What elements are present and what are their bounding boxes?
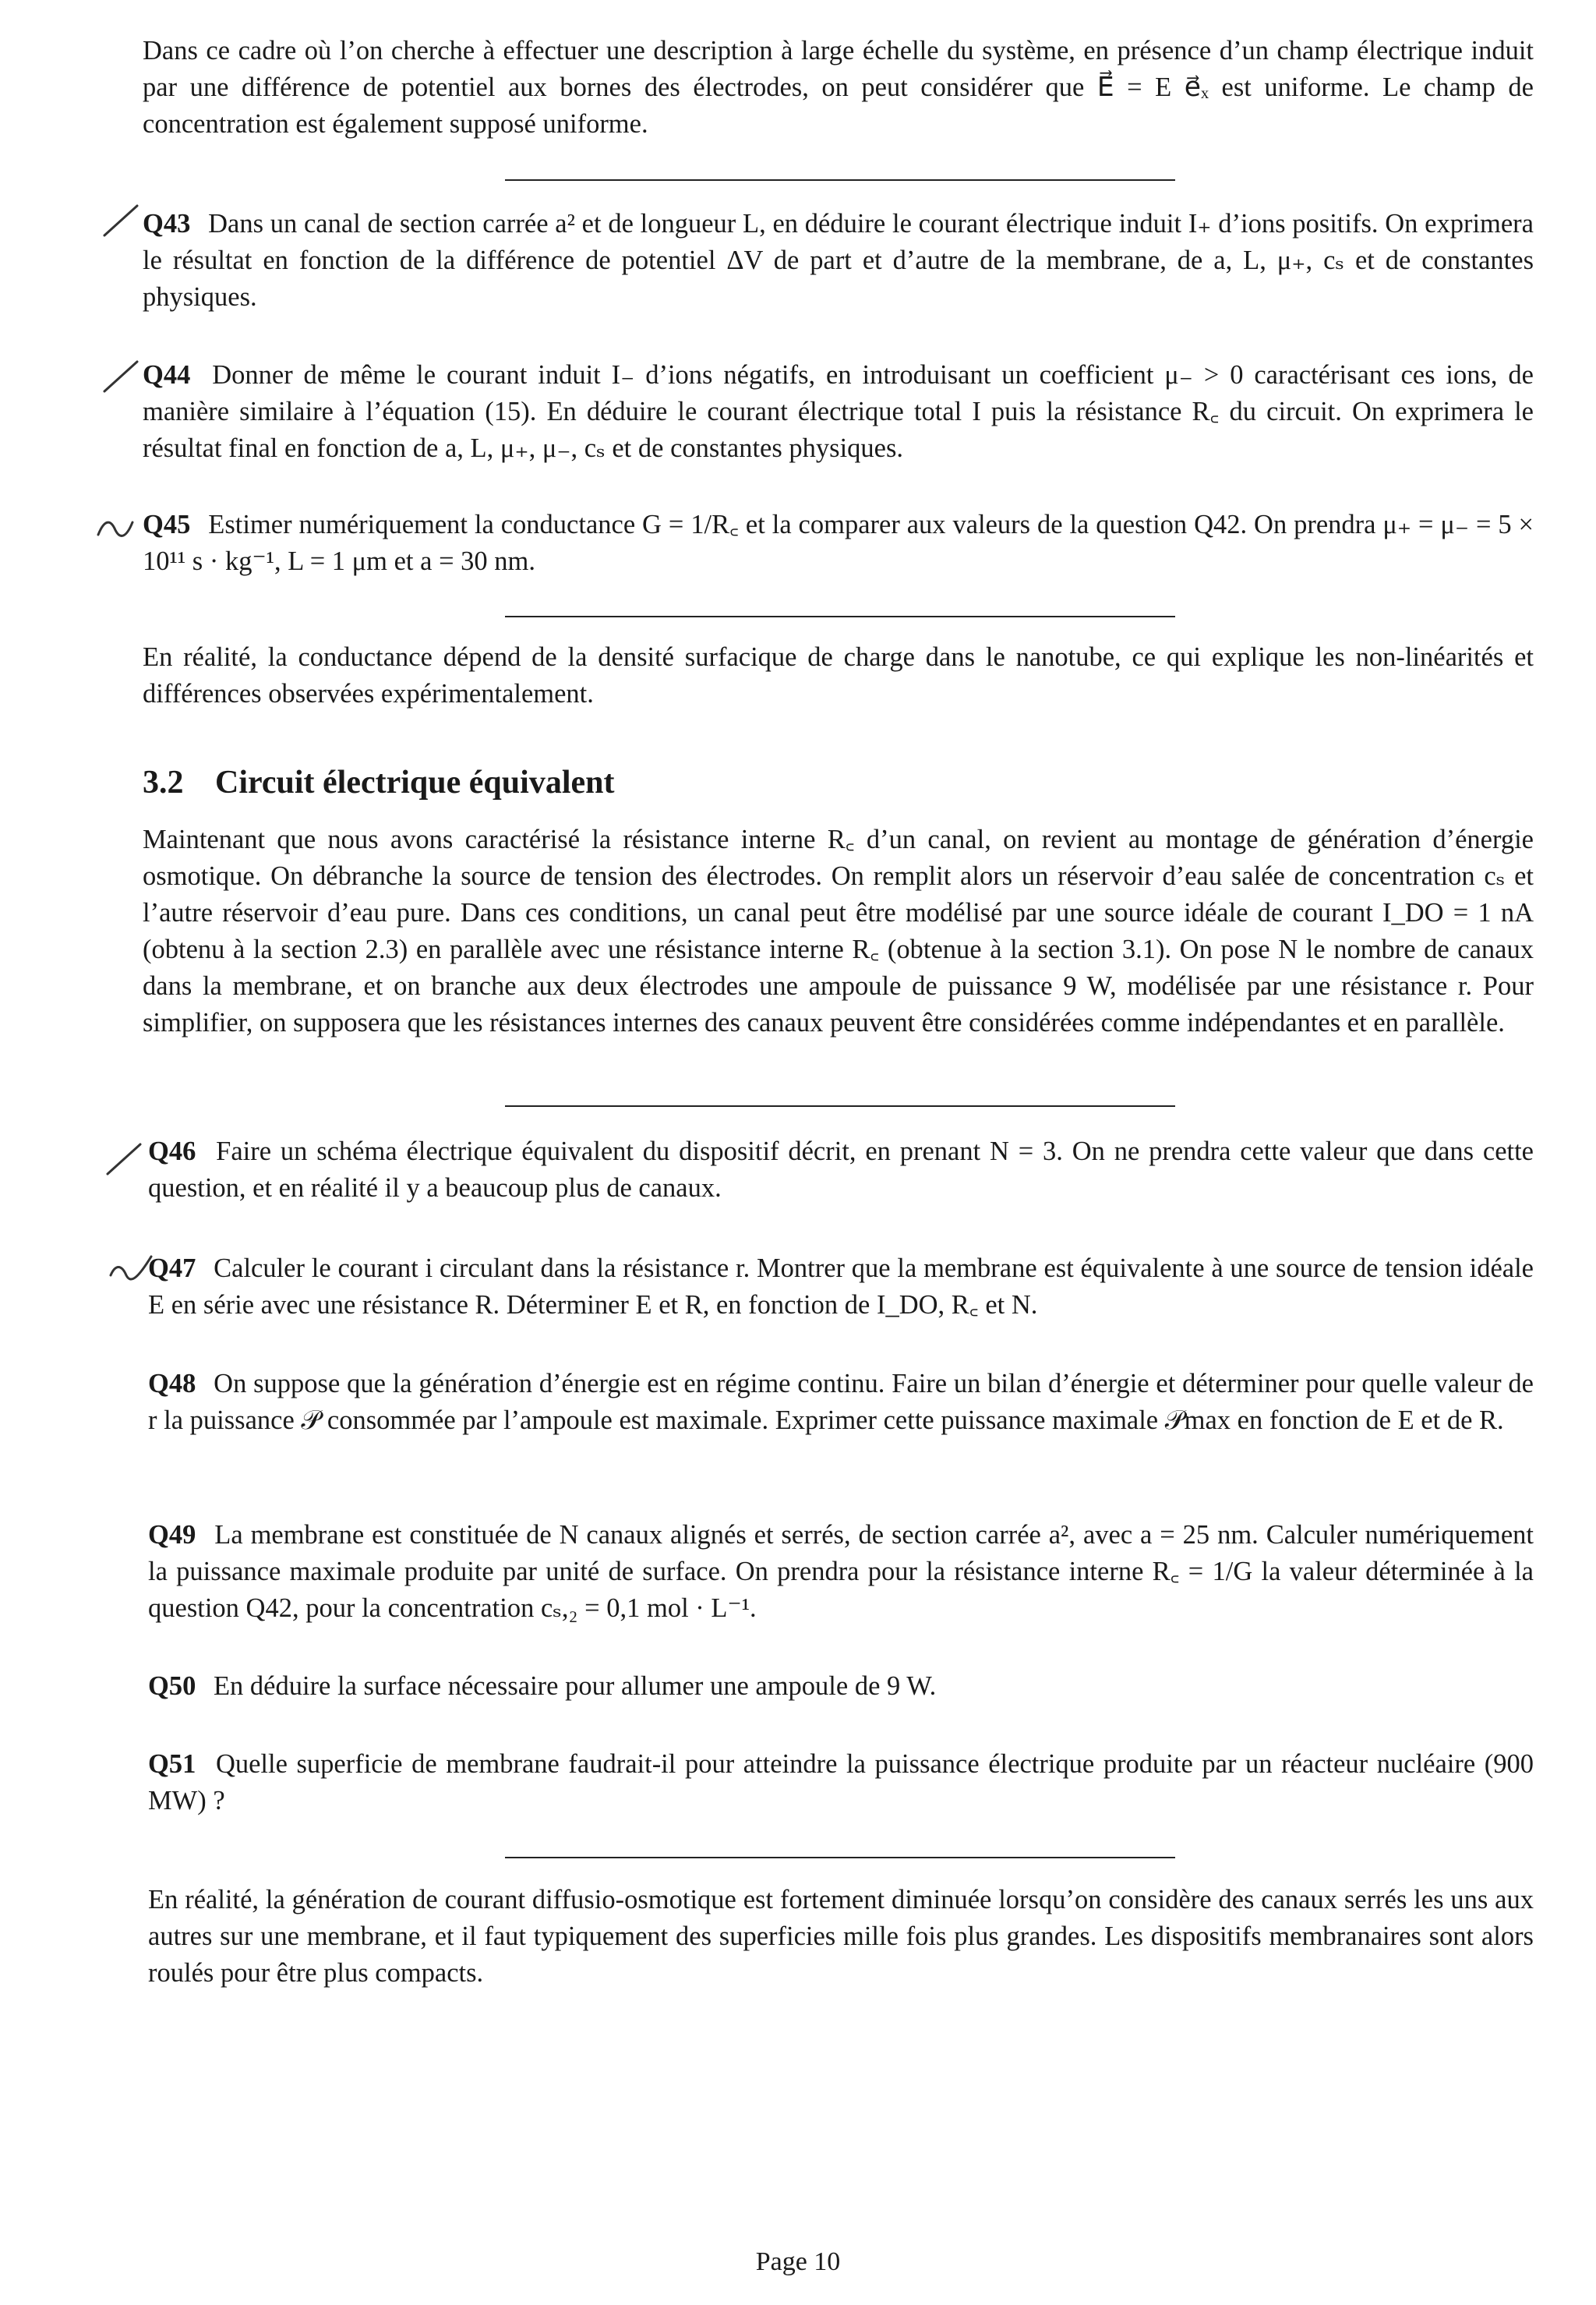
question-number: Q49: [148, 1520, 196, 1550]
question-q50: [148, 1668, 1534, 1705]
question-q46: [148, 1133, 1534, 1207]
reality-text-2: En réalité, la génération de courant diffusio-osmotique est fortement diminuée lorsqu’on considère des canaux serrés les uns aux autres sur une membrane, et il faut typiquement des superficies mille fois plus grandes. Les dispositifs membranaires sont alors roulés pour être plus compacts.: [148, 1885, 1534, 1988]
checkmark-slash-icon: [100, 357, 147, 396]
section-heading: [143, 762, 614, 803]
separator-rule: [505, 1105, 1175, 1107]
question-text: On suppose que la génération d’énergie est en régime continu. Faire un bilan d’énergie et déterminer pour quelle valeur de r la puissance 𝒫 consommée par l’ampoule est maximale. Exprimer cette puissance maximale 𝒫max en fonction de E et de R.: [148, 1369, 1534, 1435]
question-q47: [148, 1250, 1534, 1324]
reality-paragraph-2: [148, 1882, 1534, 1992]
question-number: Q47: [148, 1253, 196, 1283]
question-number: Q45: [143, 510, 191, 539]
question-q51: [148, 1746, 1534, 1819]
checkmark-slash-icon: [103, 1140, 150, 1179]
question-text: Donner de même le courant induit I₋ d’ions négatifs, en introduisant un coefficient μ₋ > 0 caractérisant ces ions, de manière similaire à l’équation (15). En déduire le courant électrique total I puis la résistance R꜀ du circuit. On exprimera le résultat final en fonction de a, L, μ₊, μ₋, cₛ et de constantes physiques.: [143, 360, 1534, 463]
question-number: Q51: [148, 1749, 196, 1779]
question-q48: [148, 1366, 1534, 1439]
page-number: Page 10: [755, 2247, 841, 2276]
separator-rule: [505, 179, 1175, 181]
question-q44: [143, 357, 1534, 467]
section-text: Maintenant que nous avons caractérisé la résistance interne R꜀ d’un canal, on revient au montage de génération d’énergie osmotique. On débranche la source de tension des électrodes. On remplit alors un réservoir d’eau salée de concentration cₛ et l’autre réservoir d’eau pure. Dans ces conditions, un canal peut être modélisé par une source idéale de courant I_DO = 1 nA (obtenu à la section 2.3) en parallèle avec une résistance interne R꜀ (obtenue à la section 3.1). On pose N le nombre de canaux dans la membrane, et on branche aux deux électrodes une ampoule de puissance 9 W, modélisée par une résistance r. Pour simplifier, on supposera que les résistances internes des canaux peuvent être considérées comme indépendantes et en parallèle.: [143, 825, 1534, 1038]
separator-rule: [505, 1857, 1175, 1858]
separator-rule: [505, 616, 1175, 617]
intro-text: Dans ce cadre où l’on cherche à effectuer une description à large échelle du système, en présence d’un champ électrique induit par une différence de potentiel aux bornes des électrodes, on peut considérer que E⃗ = E e⃗ₓ est uniforme. Le champ de concentration est également supposé uniforme.: [143, 36, 1534, 139]
tilde-mark-icon: [108, 1252, 154, 1291]
question-text: En déduire la surface nécessaire pour allumer une ampoule de 9 W.: [213, 1671, 937, 1701]
section-number: 3.2: [143, 765, 184, 801]
tilde-mark-icon: [94, 508, 140, 547]
question-q43: [143, 206, 1534, 316]
question-text: Faire un schéma électrique équivalent du dispositif décrit, en prenant N = 3. On ne prendra cette valeur que dans cette question, et en réalité il y a beaucoup plus de canaux.: [148, 1137, 1534, 1203]
reality-paragraph-1: [143, 639, 1534, 712]
question-number: Q43: [143, 209, 191, 239]
page-footer: [0, 2245, 1596, 2279]
question-q49: [148, 1517, 1534, 1627]
section-title: Circuit électrique équivalent: [215, 765, 615, 801]
question-text: Estimer numériquement la conductance G = 1/R꜀ et la comparer aux valeurs de la question Q42. On prendra μ₊ = μ₋ = 5 × 10¹¹ s · kg⁻¹, L = 1 μm et a = 30 nm.: [143, 510, 1534, 576]
question-number: Q46: [148, 1137, 196, 1166]
question-number: Q50: [148, 1671, 196, 1701]
question-number: Q44: [143, 360, 191, 390]
question-text: Calculer le courant i circulant dans la résistance r. Montrer que la membrane est équivalente à une source de tension idéale E en série avec une résistance R. Déterminer E et R, en fonction de I_DO, R꜀ et N.: [148, 1253, 1534, 1320]
question-number: Q48: [148, 1369, 196, 1398]
section-paragraph: [143, 822, 1534, 1041]
intro-paragraph: [143, 33, 1534, 143]
question-q45: [143, 507, 1534, 580]
question-text: Quelle superficie de membrane faudrait-il pour atteindre la puissance électrique produite par un réacteur nucléaire (900 MW) ?: [148, 1749, 1534, 1815]
checkmark-slash-icon: [100, 201, 147, 240]
reality-text-1: En réalité, la conductance dépend de la densité surfacique de charge dans le nanotube, ce qui explique les non-linéarités et différences observées expérimentalement.: [143, 642, 1534, 709]
question-text: Dans un canal de section carrée a² et de longueur L, en déduire le courant électrique induit I₊ d’ions positifs. On exprimera le résultat en fonction de la différence de potentiel ΔV de part et d’autre de la membrane, de a, L, μ₊, cₛ et de constantes physiques.: [143, 209, 1534, 312]
question-text: La membrane est constituée de N canaux alignés et serrés, de section carrée a², avec a = 25 nm. Calculer numériquement la puissance maximale produite par unité de surface. On prendra pour la résistance interne R꜀ = 1/G la valeur déterminée à la question Q42, pour la concentration cₛ,₂ = 0,1 mol · L⁻¹.: [148, 1520, 1534, 1623]
